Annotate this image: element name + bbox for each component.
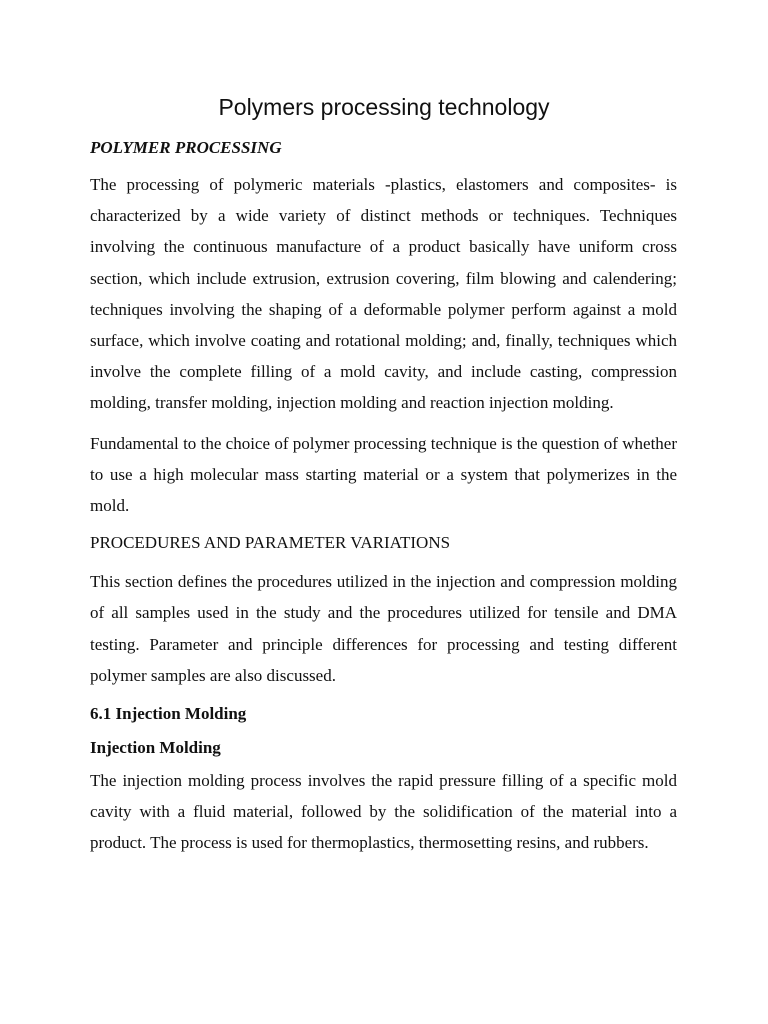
paragraph-technique-choice: Fundamental to the choice of polymer processing technique is the question of whether to use a high molecular mass starting material or a system that polymerizes in the mold. xyxy=(90,433,677,516)
section-heading-polymer-processing: POLYMER PROCESSING xyxy=(90,138,282,157)
subsection-heading-injection-molding: Injection Molding xyxy=(90,738,221,758)
document-body xyxy=(90,135,677,859)
paragraph-injection-molding: The injection molding process involves the rapid pressure filling of a specific mold cavity with a fluid material, followed by the solidification of the material into a product. The process is used for thermoplastics, thermosetting resins, and rubbers. xyxy=(90,771,677,853)
subsection-heading-numbered: 6.1 Injection Molding xyxy=(90,704,247,724)
document-title: Polymers processing technology xyxy=(218,94,550,120)
section-heading-procedures: PROCEDURES AND PARAMETER VARIATIONS xyxy=(90,533,451,553)
paragraph-processing-methods: The processing of polymeric materials -plastics, elastomers and composites- is characterized by a wide variety of distinct methods or techniques. Techniques involving the continuous manufacture of a product basically have uniform cross section, which include extrusion, extrusion covering, film blowing and calendering; techniques involving the shaping of a deformable polymer perform against a mold surface, which involve coating and rotational molding; and, finally, techniques which involve the complete filling of a mold cavity, and include casting, compression molding, transfer molding, injection molding and reaction injection molding. xyxy=(90,175,677,413)
paragraph-procedures: This section defines the procedures utilized in the injection and compression molding of all samples used in the study and the procedures utilized for tensile and DMA testing. Parameter and principle differences for processing and testing different polymer samples are also discussed. xyxy=(90,572,677,685)
